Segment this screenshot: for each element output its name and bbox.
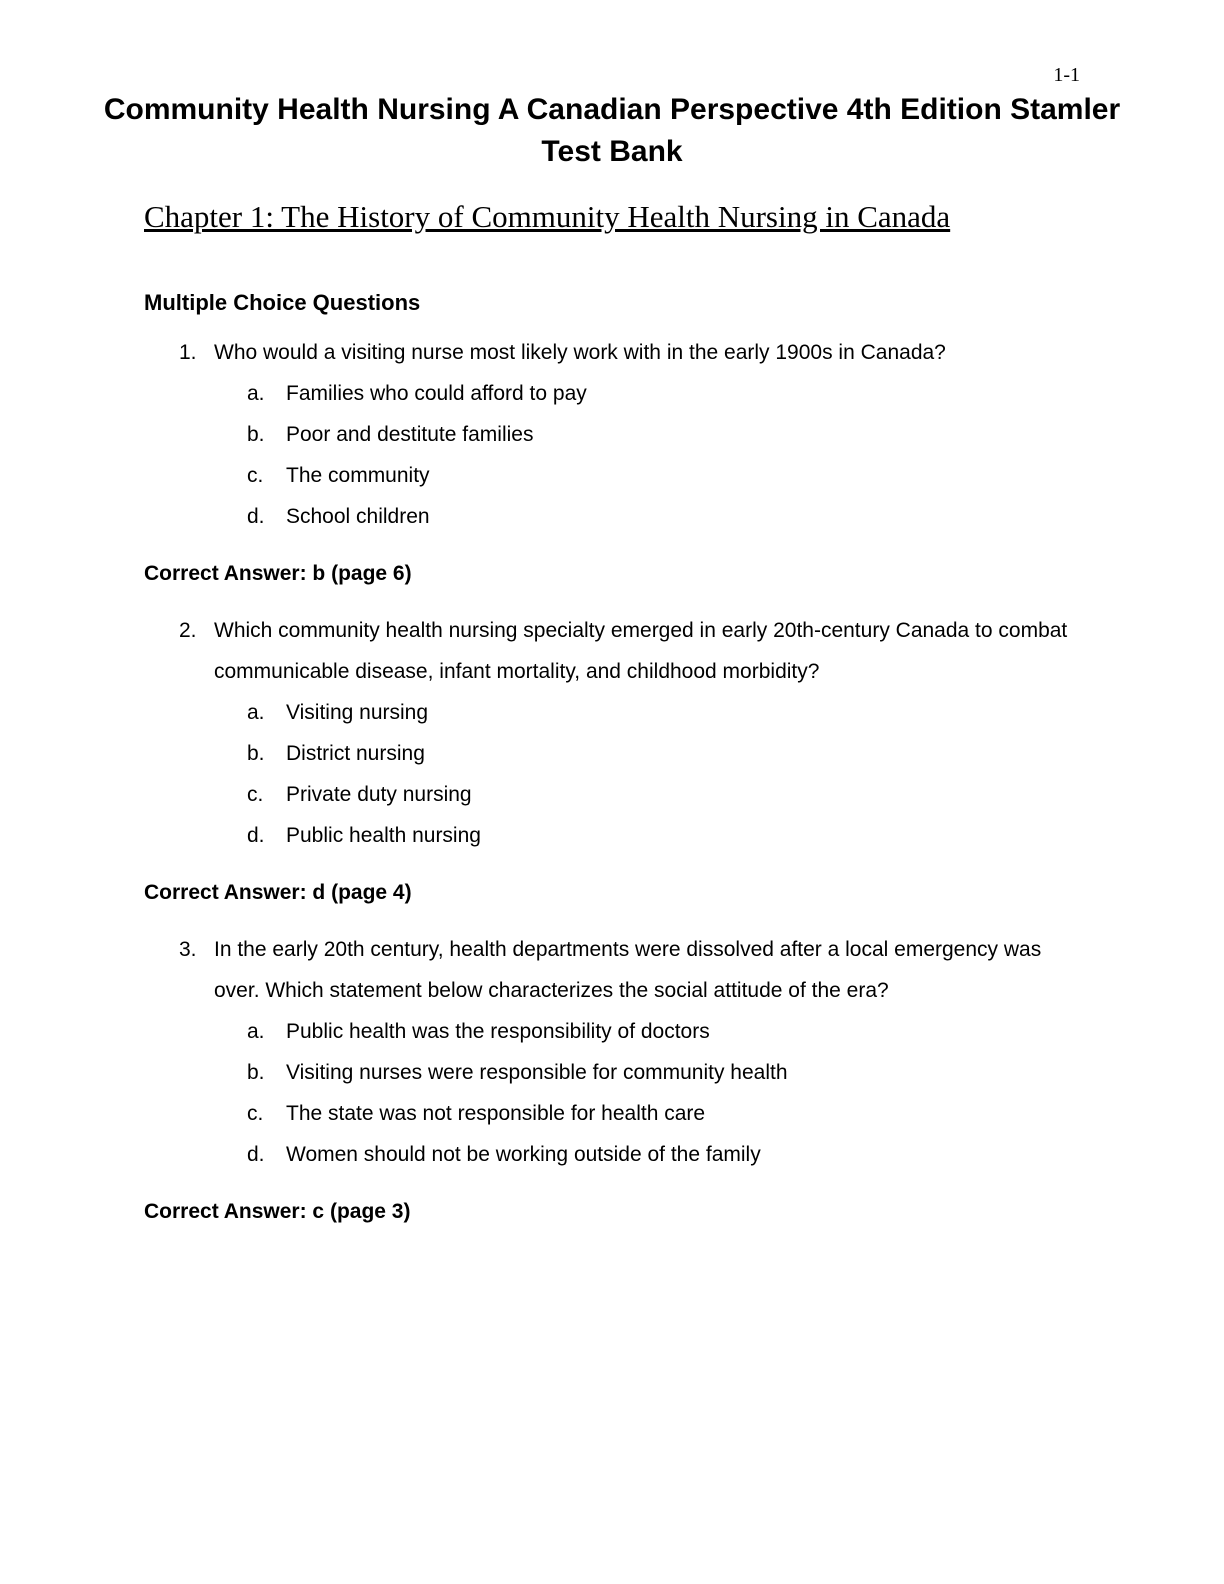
question-block-1 <box>144 332 1080 594</box>
option-text: Women should not be working outside of the family <box>286 1143 761 1166</box>
question-2 <box>144 610 1080 692</box>
option-row <box>144 1093 1080 1134</box>
option-letter: b. <box>247 742 265 765</box>
option-row <box>144 1134 1080 1175</box>
option-text: District nursing <box>286 742 425 765</box>
question-number: 2. <box>179 619 197 642</box>
question-3 <box>144 929 1080 1011</box>
option-text: Public health was the responsibility of doctors <box>286 1020 710 1043</box>
option-text: School children <box>286 505 430 528</box>
option-row <box>144 1011 1080 1052</box>
option-row <box>144 414 1080 455</box>
option-letter: a. <box>247 1020 265 1043</box>
option-text: Families who could afford to pay <box>286 382 587 405</box>
section-heading: Multiple Choice Questions <box>144 290 421 315</box>
question-text: Who would a visiting nurse most likely work with in the early 1900s in Canada? <box>214 341 946 364</box>
option-letter: d. <box>247 1143 265 1166</box>
option-letter: d. <box>247 505 265 528</box>
option-row <box>144 455 1080 496</box>
option-text: The state was not responsible for health care <box>286 1102 706 1125</box>
option-row <box>144 1052 1080 1093</box>
answer-line: Correct Answer: c (page 3) <box>144 1200 411 1223</box>
chapter-heading: Chapter 1: The History of Community Health Nursing in Canada <box>144 199 951 234</box>
page-number: 1-1 <box>1053 64 1080 86</box>
answer-line: Correct Answer: d (page 4) <box>144 881 412 904</box>
question-text: Which community health nursing specialty emerged in early 20th-century Canada to combat communicable disease, infant mortality, and childhood morbidity? <box>214 619 1068 683</box>
option-row <box>144 692 1080 733</box>
option-text: The community <box>286 464 430 487</box>
option-letter: a. <box>247 382 265 405</box>
option-letter: d. <box>247 824 265 847</box>
option-letter: c. <box>247 464 264 487</box>
option-row <box>144 815 1080 856</box>
option-row <box>144 496 1080 537</box>
question-number: 1. <box>179 341 197 364</box>
option-text: Visiting nurses were responsible for community health <box>286 1061 788 1084</box>
question-block-2 <box>144 610 1080 913</box>
option-row <box>144 373 1080 414</box>
question-1 <box>144 332 1080 373</box>
option-text: Public health nursing <box>286 824 481 847</box>
document-title-line-2: Test Bank <box>541 135 683 168</box>
option-letter: b. <box>247 423 265 446</box>
answer-line: Correct Answer: b (page 6) <box>144 562 412 585</box>
option-letter: a. <box>247 701 265 724</box>
question-number: 3. <box>179 938 197 961</box>
option-row <box>144 774 1080 815</box>
option-text: Visiting nursing <box>286 701 429 724</box>
question-text: In the early 20th century, health departments were dissolved after a local emergency was over. Which statement below characterizes the social attitude of the era? <box>214 938 1042 1002</box>
option-letter: b. <box>247 1061 265 1084</box>
question-block-3 <box>144 929 1080 1232</box>
option-row <box>144 733 1080 774</box>
document-title-line-1: Community Health Nursing A Canadian Perspective 4th Edition Stamler <box>103 93 1121 126</box>
option-text: Private duty nursing <box>286 783 472 806</box>
option-letter: c. <box>247 783 264 806</box>
option-text: Poor and destitute families <box>286 423 534 446</box>
option-letter: c. <box>247 1102 264 1125</box>
document-title <box>66 89 1158 173</box>
